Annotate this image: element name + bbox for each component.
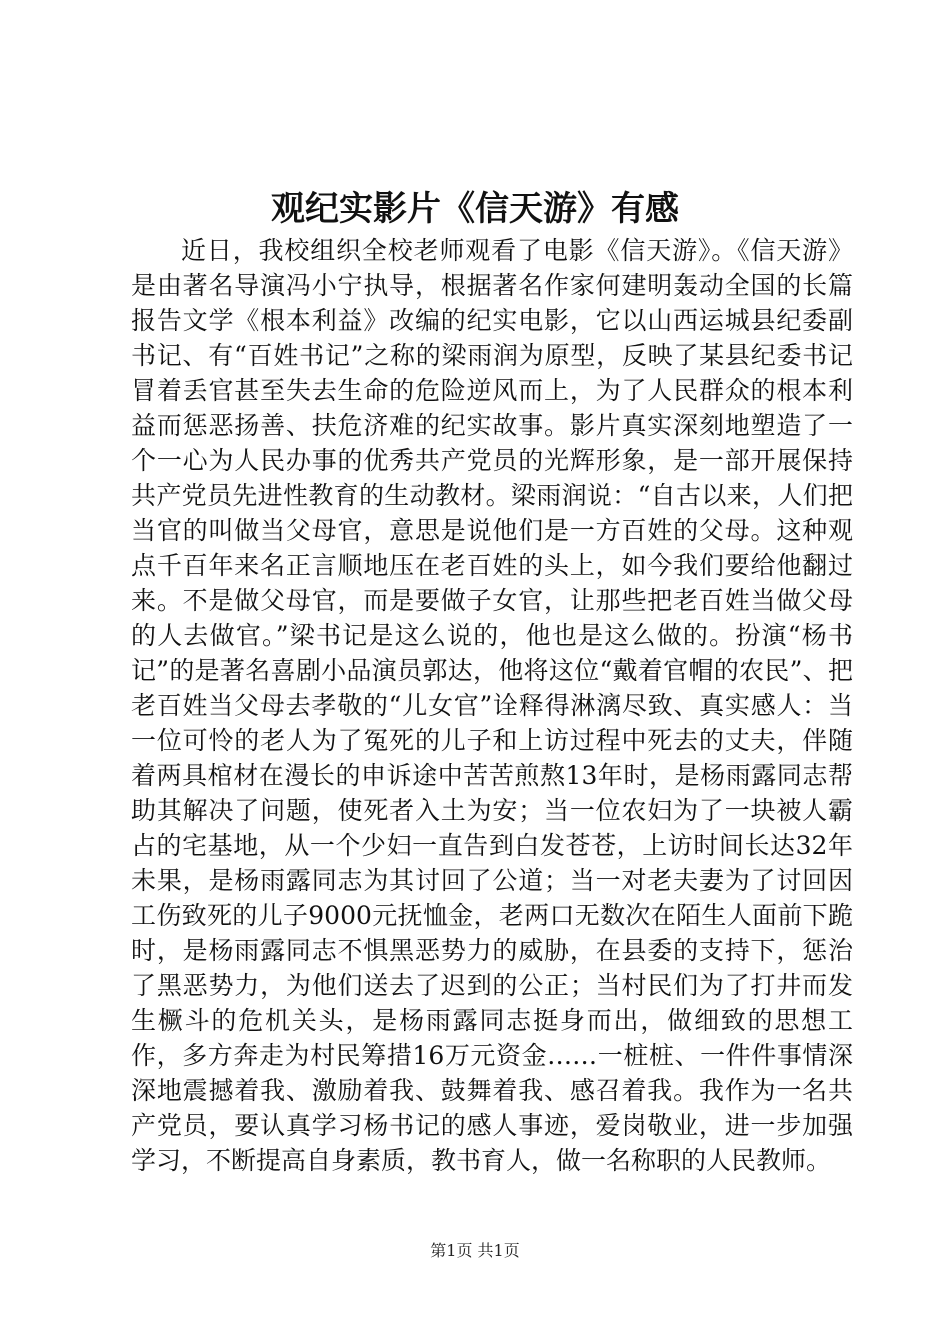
document-title: 观纪实影片《信天游》有感	[271, 189, 679, 229]
body-paragraph: 近日，我校组织全校老师观看了电影《信天游》。《信天游》是由著名导演冯小宁执导，根据著名作家何建明轰动全国的长篇报告文学《根本利益》改编的纪实电影，它以山西运城县纪委副书记、有“百姓书记”之称的梁雨润为原型，反映了某县纪委书记冒着丢官甚至失去生命的危险逆风而上，为了人民群众的根本利益而惩恶扬善、扶危济难的纪实故事。影片真实深刻地塑造了一个一心为人民办事的优秀共产党员的光辉形象，是一部开展保持共产党员先进性教育的生动教材。梁雨润说：“自古以来，人们把当官的叫做当父母官，意思是说他们是一方百姓的父母。这种观点千百年来名正言顺地压在老百姓的头上，如今我们要给他翻过来。不是做父母官，而是要做子女官，让那些把老百姓当做父母的人去做官。”梁书记是这么说的，他也是这么做的。扮演“杨书记”的是著名喜剧小品演员郭达，他将这位“戴着官帽的农民”、把老百姓当父母去孝敬的“儿女官”诠释得淋漓尽致、真实感人：当一位可怜的老人为了冤死的儿子和上访过程中死去的丈夫，伴随着两具棺材在漫长的申诉途中苦苦煎熬13年时，是杨雨露同志帮助其解决了问题，使死者入土为安；当一位农妇为了一块被人霸占的宅基地，从一个少妇一直告到白发苍苍，上访时间长达32年未果，是杨雨露同志为其讨回了公道；当一对老夫妻为了讨回因工伤致死的儿子9000元抚恤金，老两口无数次在陌生人面前下跪时，是杨雨露同志不惧黑恶势力的威胁，在县委的支持下，惩治了黑恶势力，为他们送去了迟到的公正；当村民们为了打井而发生橛斗的危机关头，是杨雨露同志挺身而出，做细致的思想工作，多方奔走为村民筹措16万元资金……一桩桩、一件件事情深深地震撼着我、激励着我、鼓舞着我、感召着我。我作为一名共产党员，要认真学习杨书记的感人事迹，爱岗敬业，进一步加强学习，不断提高自身素质，教书育人，做一名称职的人民教师。	[131, 236, 853, 1175]
page-footer: 第1页 共1页	[430, 1241, 520, 1260]
